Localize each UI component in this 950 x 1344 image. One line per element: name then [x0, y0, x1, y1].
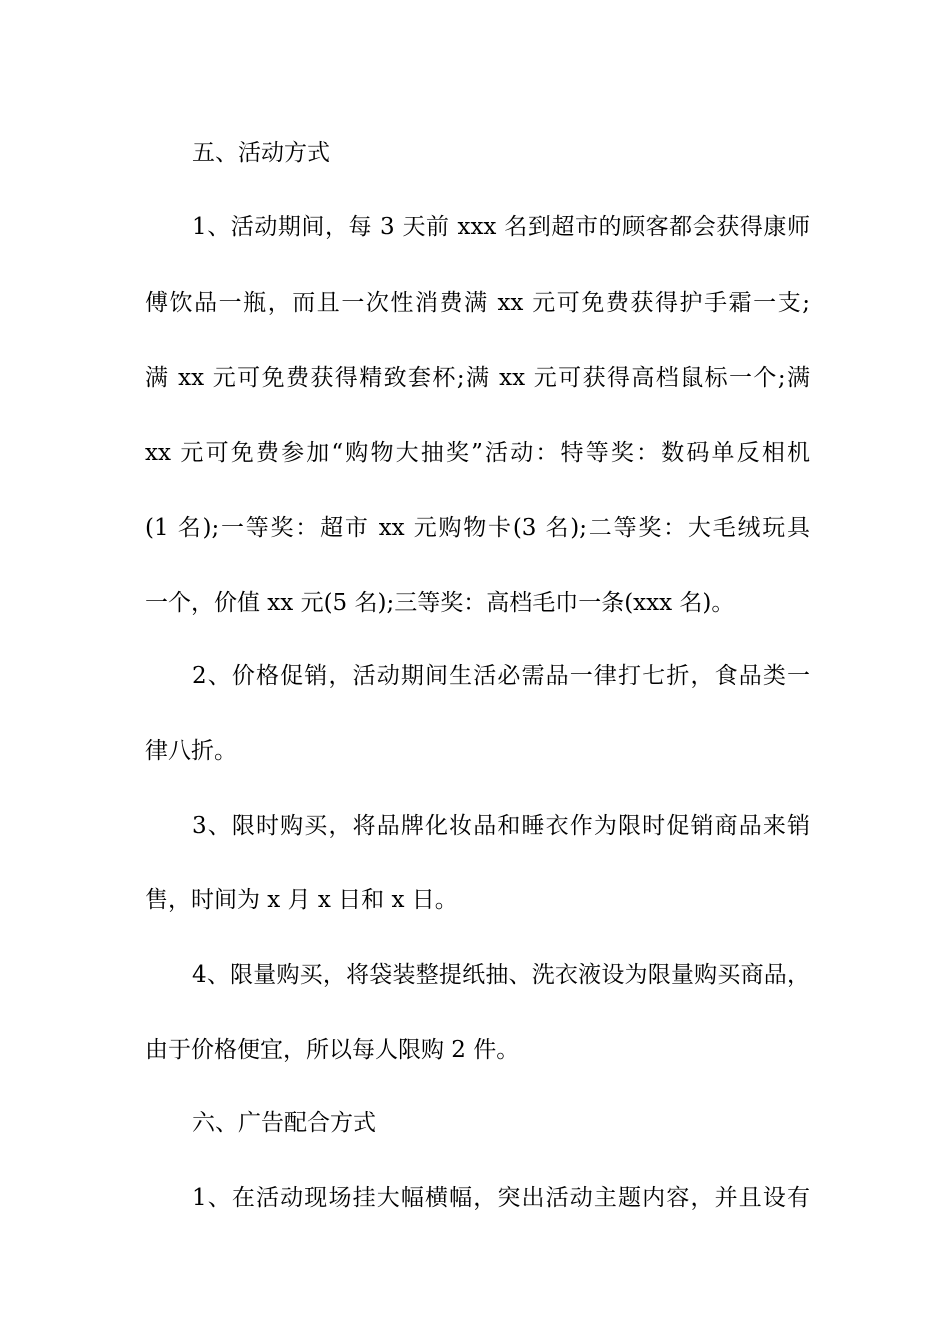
paragraph-line: 1、活动期间，每 3 天前 xxx 名到超市的顾客都会获得康师	[192, 214, 810, 240]
section-heading-ad-method: 六、广告配合方式	[192, 1110, 376, 1136]
paragraph-line: 3、限时购买，将品牌化妆品和睡衣作为限时促销商品来销	[192, 813, 810, 839]
paragraph-line: xx 元可免费参加“购物大抽奖”活动：特等奖：数码单反相机	[145, 440, 810, 466]
paragraph-line: 售，时间为 x 月 x 日和 x 日。	[145, 887, 458, 913]
section-heading-activity-method: 五、活动方式	[192, 140, 330, 166]
paragraph-line: 满 xx 元可免费获得精致套杯;满 xx 元可获得高档鼠标一个;满	[145, 365, 810, 391]
paragraph-line: 傅饮品一瓶，而且一次性消费满 xx 元可免费获得护手霜一支;	[145, 290, 810, 316]
paragraph-line: (1 名);一等奖：超市 xx 元购物卡(3 名);二等奖：大毛绒玩具	[145, 515, 810, 541]
paragraph-line: 律八折。	[145, 738, 237, 764]
paragraph-line: 由于价格便宜，所以每人限购 2 件。	[145, 1037, 520, 1063]
paragraph-line: 1、在活动现场挂大幅横幅，突出活动主题内容，并且设有	[192, 1185, 810, 1211]
paragraph-line: 2、价格促销，活动期间生活必需品一律打七折，食品类一	[192, 663, 810, 689]
paragraph-line: 一个，价值 xx 元(5 名);三等奖：高档毛巾一条(xxx 名)。	[145, 590, 735, 616]
paragraph-line: 4、限量购买，将袋装整提纸抽、洗衣液设为限量购买商品，	[192, 962, 810, 988]
